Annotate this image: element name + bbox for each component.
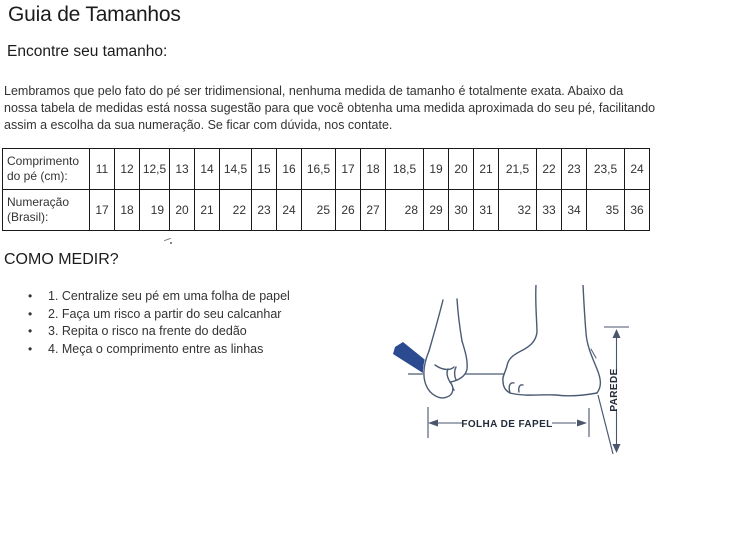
measure-step-1: • 1. Centralize seu pé em uma folha de papel [28,288,290,306]
measure-step-3: • 3. Repita o risco na frente do dedão [28,323,290,341]
foot-measurement-illustration [390,285,660,505]
bullet-icon: • [28,341,33,356]
cell-size-28: 28 [386,190,424,231]
table-row-cm [3,149,650,190]
cell-cm-14: 14 [195,149,220,190]
cell-size-30: 30 [449,190,474,231]
cell-size-34: 34 [562,190,587,231]
cell-size-22: 22 [220,190,252,231]
intro-line-3: assim a escolha da sua numeração. Se ficar com dúvida, nos contate. [4,118,393,132]
cell-size-25: 25 [302,190,336,231]
bullet-icon: • [28,324,33,338]
cell-cm-24: 24 [625,149,650,190]
cell-cm-16: 16 [277,149,302,190]
cell-size-20: 20 [170,190,195,231]
cell-cm-23: 23 [562,149,587,190]
cell-size-33: 33 [537,190,562,231]
row-label-foot-length: Comprimento do pé (cm): [3,149,90,190]
cell-cm-11: 11 [90,149,115,190]
foot-outline [503,285,601,396]
cell-cm-12,5: 12,5 [140,149,170,190]
cell-size-19: 19 [140,190,170,231]
cell-cm-21: 21 [474,149,499,190]
paper-label: FOLHA DE FAPEL [461,419,553,430]
page-title: Guia de Tamanhos [8,3,181,26]
wall-label: PAREDE [609,368,620,412]
cell-size-31: 31 [474,190,499,231]
table-row-size [3,190,650,231]
cell-size-27: 27 [361,190,386,231]
cell-size-36: 36 [625,190,650,231]
cell-size-18: 18 [115,190,140,231]
hand-drawing [423,299,467,398]
cell-size-23: 23 [252,190,277,231]
cell-cm-18,5: 18,5 [386,149,424,190]
cell-size-32: 32 [499,190,537,231]
intro-line-2: nossa tabela de medidas está nossa sugestão para que você obtenha uma medida aproximada do seu pé, facilitando [4,101,656,115]
section-heading-how-to-measure: COMO MEDIR? [4,251,119,268]
cell-size-21: 21 [195,190,220,231]
cell-size-29: 29 [424,190,449,231]
cell-cm-21,5: 21,5 [499,149,537,190]
cell-cm-22: 22 [537,149,562,190]
bullet-icon: • [28,289,33,303]
bullet-icon: • [28,306,33,321]
cell-cm-15: 15 [252,149,277,190]
cell-cm-12: 12 [115,149,140,190]
cell-cm-13: 13 [170,149,195,190]
cell-size-26: 26 [336,190,361,231]
row-label-brazil-size: Numeração (Brasil): [3,190,90,231]
intro-paragraph [4,83,655,134]
cell-cm-23,5: 23,5 [587,149,625,190]
measure-steps-list [28,288,290,358]
cell-cm-17: 17 [336,149,361,190]
cell-cm-18: 18 [361,149,386,190]
cell-cm-20: 20 [449,149,474,190]
size-conversion-table [2,148,650,231]
scan-artifact-mark [164,238,171,241]
cell-size-24: 24 [277,190,302,231]
intro-line-1: Lembramos que pelo fato do pé ser tridimensional, nenhuma medida de tamanho é totalmente exata. Abaixo da [4,84,624,98]
scan-artifact-dot [170,242,172,244]
section-heading-find-your-size: Encontre seu tamanho: [7,43,168,60]
cell-size-17: 17 [90,190,115,231]
measure-step-4: • 4. Meça o comprimento entre as linhas [28,341,290,359]
cell-cm-16,5: 16,5 [302,149,336,190]
cell-cm-19: 19 [424,149,449,190]
measure-step-2: • 2. Faça um risco a partir do seu calcanhar [28,306,290,324]
cell-cm-14,5: 14,5 [220,149,252,190]
cell-size-35: 35 [587,190,625,231]
